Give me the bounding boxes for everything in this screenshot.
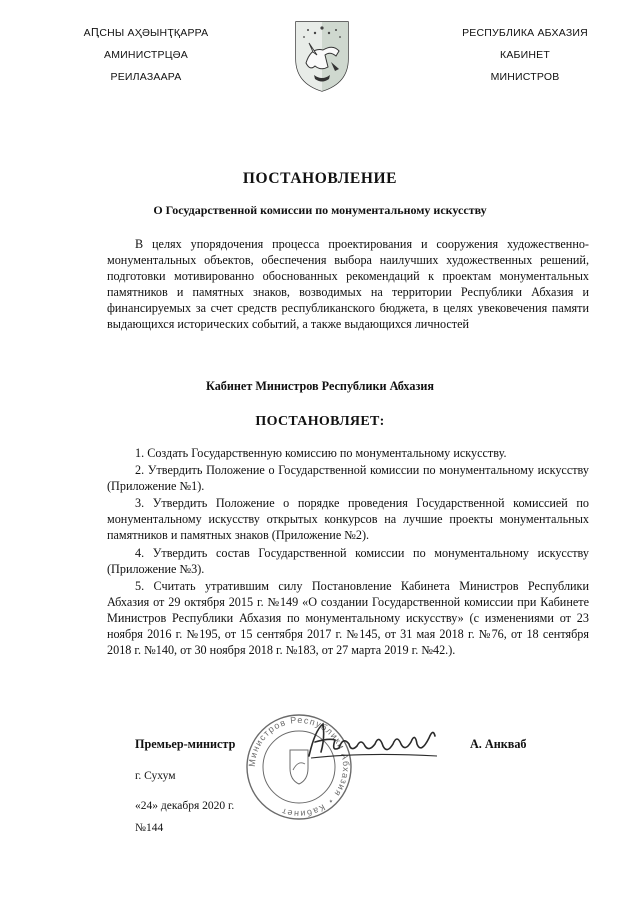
signatory-name: А. Анкваб [470,737,527,751]
decree-heading: ПОСТАНОВЛЯЕТ: [255,414,385,429]
header-russian [435,22,615,88]
header-abkhaz [56,22,236,88]
decree-item-3: 3. Утвердить Положение о порядке проведения Государственной комиссией по монументальному искусству открытых конкурсов на лучшие проекты монументальных памятников и памятных знаков (Приложение №2). [107,496,589,543]
handwritten-signature-icon [305,718,440,763]
issuer-line: Кабинет Министров Республики Абхазия [206,379,434,393]
coat-of-arms-icon [293,19,351,93]
decree-items [107,445,589,659]
preamble-paragraph: В целях упорядочения процесса проектирования и сооружения художественно-монументальных объектов, обеспечения выбора наилучших художественных решений, подготовки мотивированно обоснованных рекомендаций к проектам монументальных памятников и памятных знаков, возводимых на территории Республики Абхазия и финансируемых за счет средств республиканского бюджета, в целях увековечения памяти выдающихся исторических событий, а также выдающихся личностей [107,237,589,332]
issue-date: «24» декабря 2020 г. [135,800,235,812]
decree-item-1: 1. Создать Государственную комиссию по монументальному искусству. [135,446,507,460]
seal-text: Министров Республики Абхазия ⋆ Кабинет [246,714,352,820]
header-abkhaz-line-3: РЕИЛАЗААРА [110,71,182,83]
header-russian-line-1: РЕСПУБЛИКА АБХАЗИЯ [462,27,588,39]
decree-item-2: 2. Утвердить Положение о Государственной комиссии по монументальному искусству (Приложение №1). [107,463,589,494]
decree-item-5: 5. Считать утратившим силу Постановление Кабинета Министров Республики Абхазия от 29 октября 2015 г. №149 «О создании Государственной комиссии при Кабинете Министров Республики Абхазия по монументальному искусству» (с изменениями от 23 ноября 2016 г. №195, от 15 сентября 2017 г. №145, от 31 мая 2018 г. №76, от 18 сентября 2018 г. №140, от 30 ноября 2018 г. №183, от 27 марта 2019 г. №42.). [107,578,589,658]
document-title: ПОСТАНОВЛЕНИЕ [242,170,398,187]
document-subtitle: О Государственной комиссии по монументальному искусству [153,203,487,217]
decree-item-4: 4. Утвердить состав Государственной комиссии по монументальному искусству (Приложение №3). [107,545,589,576]
header-russian-line-3: МИНИСТРОВ [490,71,560,83]
signatory-title: Премьер-министр [135,737,236,751]
header-abkhaz-line-1: АԤСНЫ АҲӘЫНҬҚАРРА [83,27,209,39]
header-russian-line-2: КАБИНЕТ [500,49,550,61]
decree-number: №144 [135,822,164,834]
place-of-issue: г. Сухум [135,770,176,782]
header-abkhaz-line-2: АМИНИСТРЦӘА [104,49,188,61]
